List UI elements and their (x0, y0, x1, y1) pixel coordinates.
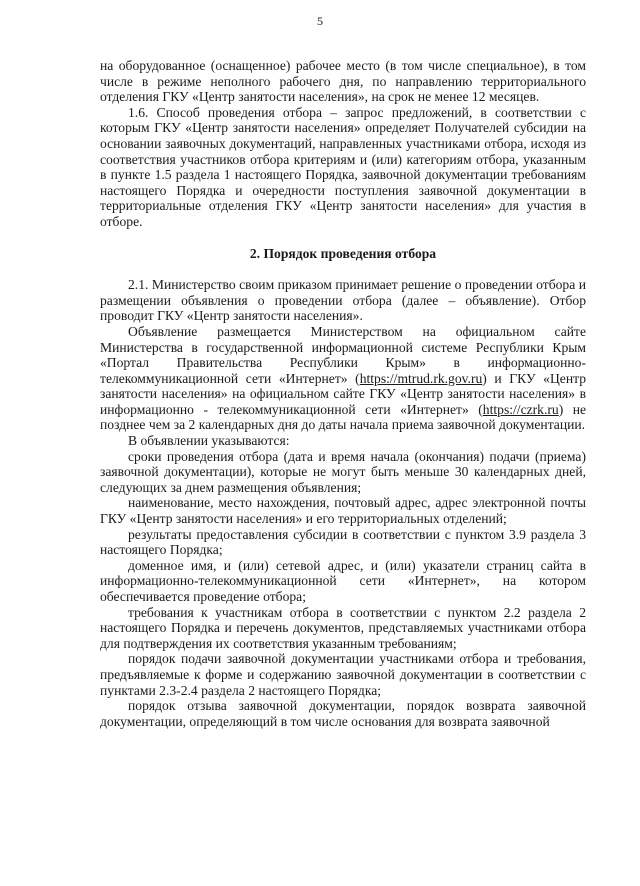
paragraph-2-1: 2.1. Министерство своим приказом принимает решение о проведении отбора и размещении объявления о проведении отбора (далее – объявление). Отбор проводит ГКУ «Центр занятости населения». (100, 277, 586, 324)
list-item-deadlines: сроки проведения отбора (дата и время начала (окончания) подачи (приема) заявочной документации), которые не могут быть меньше 30 календарных дней, следующих за днем размещения объявления; (100, 448, 586, 495)
list-item-requirements: требования к участникам отбора в соответствии с пунктом 2.2 раздела 2 настоящего Порядка и перечень документов, представляемых участниками отбора для подтверждения их соответствия указанным требованиям; (100, 604, 586, 651)
paragraph-1-6: 1.6. Способ проведения отбора – запрос предложений, в соответствии с которым ГКУ «Центр занятости населения» определяет Получателей субсидии на основании заявочных документаций, направленных участниками отбора, исходя из соответствия участников отбора критериям и (или) категориям отбора, указанным в пункте 1.5 раздела 1 настоящего Порядка, заявочной документации требованиям настоящего Порядка и очередности поступления заявочной документации в территориальные отделения ГКУ «Центр занятости населения» для участия в отборе. (100, 104, 586, 229)
paragraph-announcement (100, 324, 586, 433)
paragraph-list-intro: В объявлении указываются: (128, 433, 290, 449)
list-item-withdrawal: порядок отзыва заявочной документации, порядок возврата заявочной документации, определяющий в том числе основания для возврата заявочной (100, 698, 586, 729)
section-heading: 2. Порядок проведения отбора (249, 245, 437, 261)
list-item-contacts: наименование, место нахождения, почтовый адрес, адрес электронной почты ГКУ «Центр занятости населения» и его территориальных отделений; (100, 495, 586, 527)
list-item-results: результаты предоставления субсидии в соответствии с пунктом 3.9 раздела 3 настоящего Порядка; (100, 526, 586, 558)
document-body (100, 58, 586, 729)
announcement-text-3: ) не позднее чем за 2 календарных дня до даты начала приема заявочной документации. (100, 401, 587, 433)
list-item-domain: доменное имя, и (или) сетевой адрес, и (или) указатели страниц сайта в информационно-телекоммуникационной сети «Интернет», на котором обеспечивается проведение отбора; (100, 557, 586, 604)
announcement-text-2: ) и ГКУ «Центр занятости населения» на официальном сайте ГКУ «Центр занятости населения» в информационно - телекоммуникационной сети «Интернет» ( (100, 370, 586, 417)
czrk-link[interactable]: https://czrk.ru (482, 401, 559, 417)
page-number: 5 (317, 14, 323, 28)
mtrud-link[interactable]: https://mtrud.rk.gov.ru (359, 370, 483, 386)
paragraph-continuation: на оборудованное (оснащенное) рабочее место (в том числе специальное), в том числе в режиме неполного рабочего дня, по направлению территориального отделения ГКУ «Центр занятости населения», на срок не менее 12 месяцев. (100, 58, 586, 105)
announcement-text-1: Объявление размещается Министерством на официальном сайте Министерства в государственной информационной системе Республики Крым «Портал Правительства Республики Крым» в информационно-телекоммуникационной сети «Интернет» ( (100, 323, 586, 386)
list-item-submission: порядок подачи заявочной документации участниками отбора и требования, предъявляемые к форме и содержанию заявочной документации в соответствии с пунктами 2.3-2.4 раздела 2 настоящего Порядка; (100, 651, 586, 698)
